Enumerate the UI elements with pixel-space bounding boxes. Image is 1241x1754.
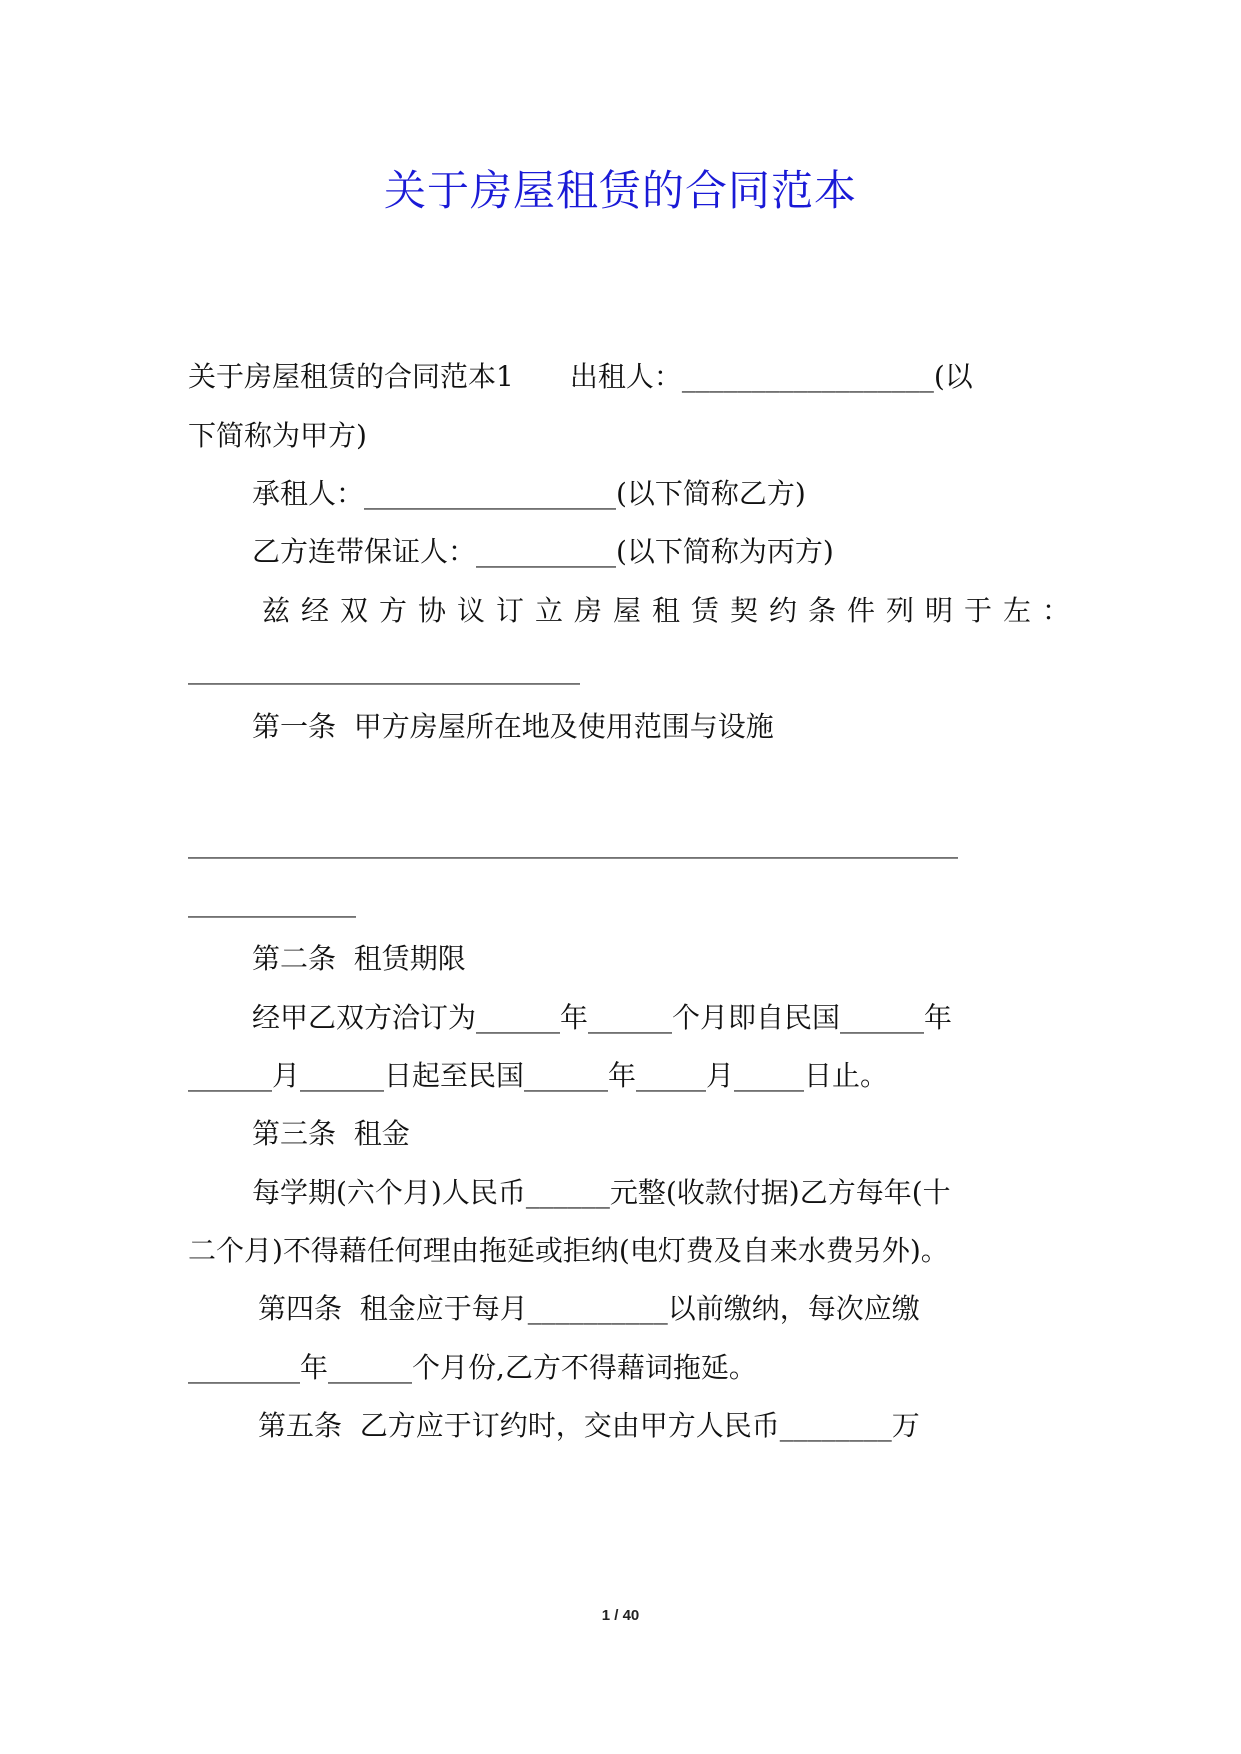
text-line: 二个月)不得藉任何理由拖延或拒纳(电灯费及自来水费另外)。 bbox=[188, 1234, 949, 1267]
text-line: 每学期(六个月)人民币______元整(收款付据)乙方每年(十 bbox=[252, 1176, 951, 1209]
text-line: 乙方连带保证人：__________(以下简称为丙方) bbox=[252, 535, 834, 568]
text-line: 关于房屋租赁的合同范本1 出租人：__________________(以 bbox=[188, 360, 973, 393]
text-line: 第四条 租金应于每月__________以前缴纳，每次应缴 bbox=[258, 1292, 920, 1325]
section-heading: 第三条 租金 bbox=[252, 1117, 410, 1150]
text-line: ________年______个月份,乙方不得藉词拖延。 bbox=[188, 1351, 757, 1384]
text-line: ______月______日起至民国______年_____月_____日止。 bbox=[188, 1059, 889, 1092]
text-line: 兹经双方协议订立房屋租赁契约条件列明于左： bbox=[262, 594, 1082, 627]
document-title: 关于房屋租赁的合同范本 bbox=[383, 166, 857, 215]
text-line: 经甲乙双方洽订为______年______个月即自民国______年 bbox=[252, 1001, 953, 1034]
text-line: ____________________________ bbox=[188, 652, 580, 685]
text-line: _______________________________________________________ bbox=[188, 826, 958, 859]
page-number: 1 / 40 bbox=[601, 1607, 640, 1624]
section-heading: 第二条 租赁期限 bbox=[252, 942, 466, 975]
text-line: 下简称为甲方) bbox=[188, 419, 367, 452]
text-line: 承租人：__________________(以下简称乙方) bbox=[252, 477, 806, 510]
text-line: ____________ bbox=[188, 885, 356, 918]
text-line: 第五条 乙方应于订约时，交由甲方人民币________万 bbox=[258, 1409, 920, 1442]
section-heading: 第一条 甲方房屋所在地及使用范围与设施 bbox=[252, 710, 774, 743]
